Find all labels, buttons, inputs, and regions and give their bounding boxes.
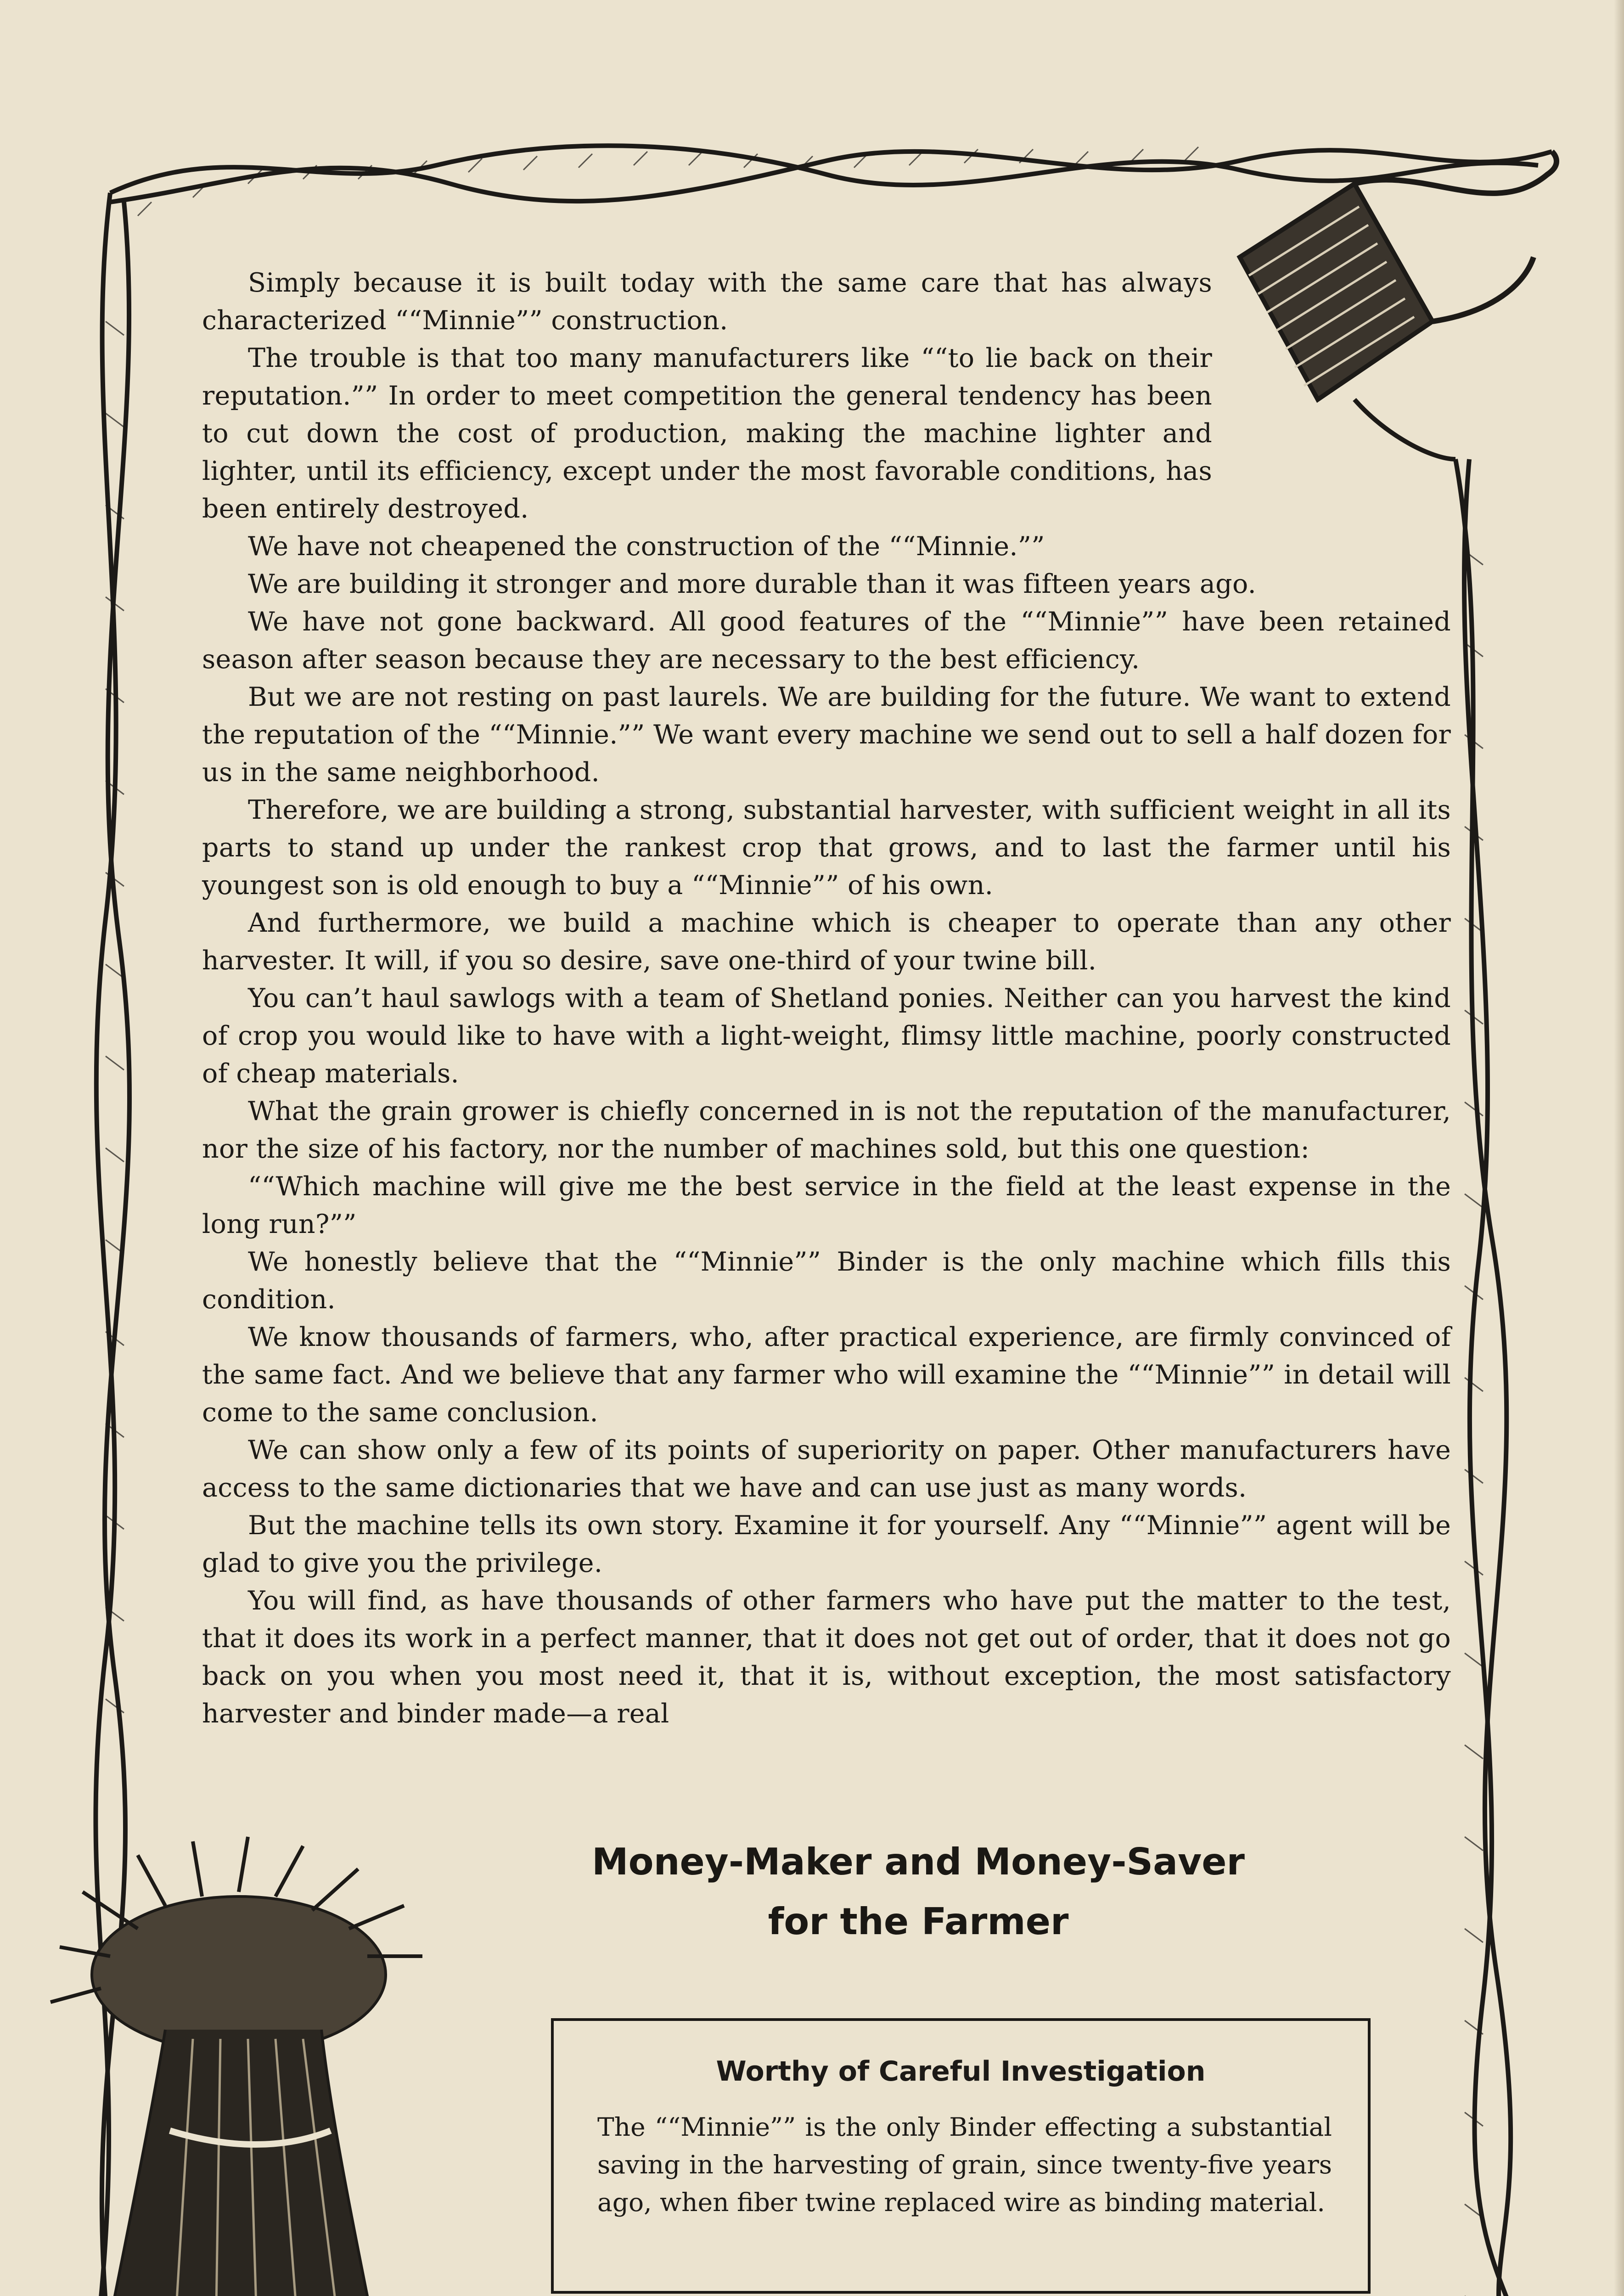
paragraph: What the grain grower is chiefly concerned in is not the reputation of the manufacturer, nor the size of his factory, nor the number of machines sold, but this one question:	[202, 1096, 1451, 1164]
callout-box	[551, 2018, 1371, 2294]
slogan-line-2: for the Farmer	[768, 1900, 1069, 1943]
slogan-line-1: Money-Maker and Money-Saver	[592, 1840, 1245, 1883]
paragraph: Simply because it is built today with the same care that has always characterized ““Minnie”” construction.	[202, 268, 1212, 336]
paragraph: We have not cheapened the construction of the ““Minnie.””	[248, 531, 1045, 562]
paragraph: We have not gone backward. All good features of the ““Minnie”” have been retained season after season because they are necessary to the best efficiency.	[202, 607, 1451, 675]
paragraph: ““Which machine will give me the best service in the field at the least expense in the long run?””	[202, 1171, 1451, 1239]
body-text	[202, 264, 1451, 1733]
paragraph: You can’t haul sawlogs with a team of Shetland ponies. Neither can you harvest the kind of crop you would like to have with a light-weight, flimsy little machine, poorly constructed of cheap materials.	[202, 983, 1451, 1089]
paragraph: You will find, as have thousands of other farmers who have put the matter to the test, that it does its work in a perfect manner, that it does not get out of order, that it does not go back on you when you most need it, that it is, without exception, the most satisfactory harvester and binder made—a real	[202, 1586, 1451, 1729]
paragraph: Therefore, we are building a strong, substantial harvester, with sufficient weight in all its parts to stand up under the rankest crop that grows, and to last the farmer until his youngest son is old enough to buy a ““Minnie”” of his own.	[202, 795, 1451, 900]
callout-title: Worthy of Careful Investigation	[716, 2055, 1206, 2088]
paragraph: And furthermore, we build a machine which is cheaper to operate than any other harvester. It will, if you so desire, save one-third of your twine bill.	[202, 908, 1451, 976]
paragraph: We know thousands of farmers, who, after practical experience, are firmly convinced of the same fact. And we believe that any farmer who will examine the ““Minnie”” in detail will come to the same conclusion.	[202, 1322, 1451, 1428]
slogan-heading	[542, 1832, 1295, 1952]
paragraph: But we are not resting on past laurels. We are building for the future. We want to extend the reputation of the ““Minnie.”” We want every machine we send out to sell a half dozen for us in the same neighborhood.	[202, 682, 1451, 788]
page-edge-shadow	[1614, 0, 1624, 2296]
paragraph: We honestly believe that the ““Minnie”” Binder is the only machine which fills this condition.	[202, 1247, 1451, 1315]
paragraph: The trouble is that too many manufacturers like ““to lie back on their reputation.”” In order to meet competition the general tendency has been to cut down the cost of production, making the machine lighter and lighter, until its efficiency, except under the most favorable conditions, has been entirely destroyed.	[202, 343, 1212, 524]
paragraph: But the machine tells its own story. Examine it for yourself. Any ““Minnie”” agent will be glad to give you the privilege.	[202, 1510, 1451, 1578]
callout-text: The ““Minnie”” is the only Binder effecting a substantial saving in the harvesting of grain, since twenty-five years ago, when fiber twine replaced wire as binding material.	[597, 2112, 1332, 2217]
paragraph: We are building it stronger and more durable than it was fifteen years ago.	[248, 569, 1256, 599]
paragraph: We can show only a few of its points of superiority on paper. Other manufacturers have access to the same dictionaries that we have and can use just as many words.	[202, 1435, 1451, 1503]
